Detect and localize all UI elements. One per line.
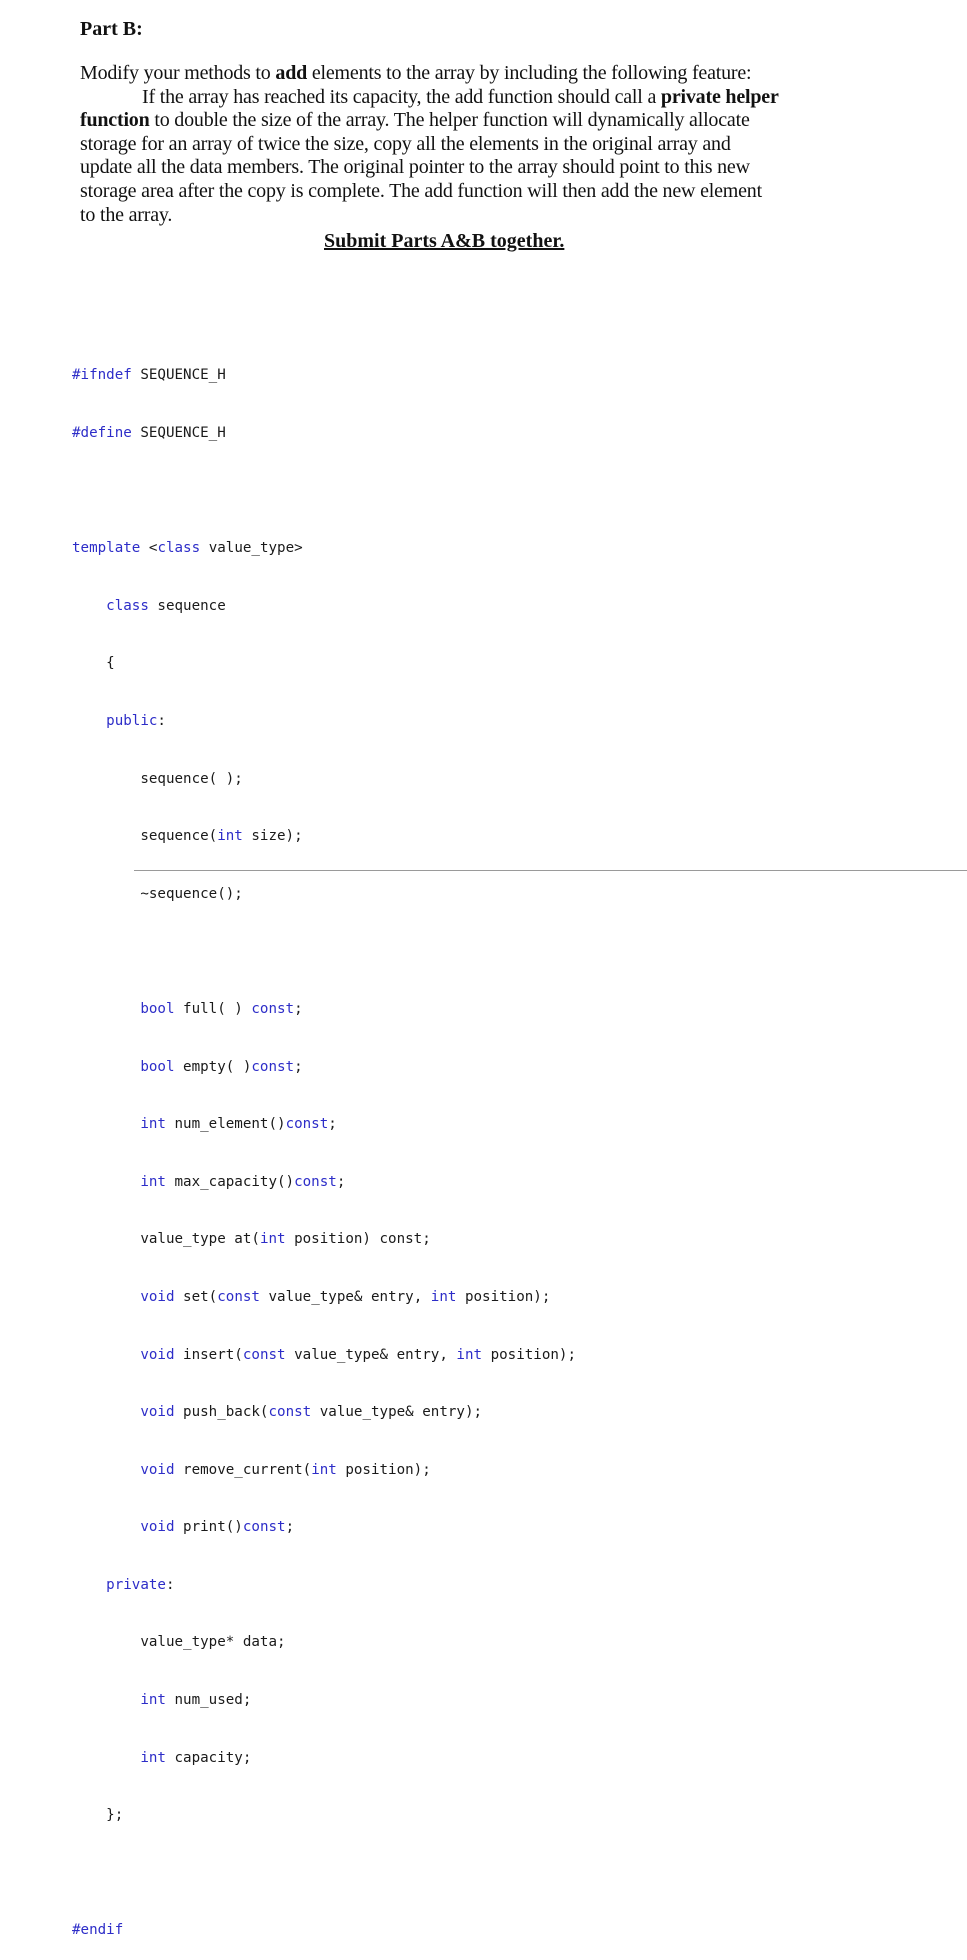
code-line: private: [106,1576,175,1593]
code-listing [72,328,576,1960]
code-line: int capacity; [140,1749,252,1766]
code-line-blank [72,482,576,501]
code-line: #define SEQUENCE_H [72,425,226,441]
section-heading: Part B: [80,18,143,40]
code-line: public: [106,712,166,729]
code-line: ~sequence(); [140,885,243,902]
code-line: class sequence [106,597,226,614]
code-line: int num_element()const; [140,1116,337,1133]
code-line: #ifndef SEQUENCE_H [72,367,226,384]
paragraph-line: storage for an array of twice the size, copy all the elements in the original array and [80,132,731,155]
assignment-text [80,14,840,252]
code-line: bool empty( )const; [140,1058,303,1075]
paragraph-line: to the array. [80,203,173,226]
code-line: #endif [72,1922,124,1939]
code-line: void print()const; [140,1519,295,1536]
paragraph-line: Modify your methods to add elements to the array by including the following feature: [80,62,752,84]
code-line: value_type at(int position) const; [140,1231,431,1248]
instruction-paragraph [80,62,840,227]
code-line: sequence( ); [140,770,243,787]
page-bottom-divider [134,870,967,871]
code-line: template <class value_type> [72,540,303,557]
code-line: }; [106,1807,124,1824]
code-line: void push_back(const value_type& entry); [140,1404,483,1421]
code-line-blank [72,1864,576,1883]
code-line: void set(const value_type& entry, int position); [140,1288,551,1305]
code-line: value_type* data; [140,1634,286,1651]
code-line: { [106,655,115,672]
code-line: void insert(const value_type& entry, int position); [140,1346,577,1363]
code-line: sequence(int size); [140,828,303,845]
code-line: bool full( ) const; [140,1000,303,1017]
paragraph-line: function to double the size of the array. The helper function will dynamically allocate [80,109,750,132]
code-line-blank [72,942,576,961]
paragraph-line: If the array has reached its capacity, the add function should call a private helper [142,85,779,108]
paragraph-line: storage area after the copy is complete. The add function will then add the new element [80,179,762,202]
code-line: int max_capacity()const; [140,1173,346,1190]
submit-note: Submit Parts A&B together. [324,230,565,252]
code-line: int num_used; [140,1692,252,1709]
code-line: void remove_current(int position); [140,1461,431,1478]
paragraph-line: update all the data members. The original pointer to the array should point to this new [80,156,750,179]
